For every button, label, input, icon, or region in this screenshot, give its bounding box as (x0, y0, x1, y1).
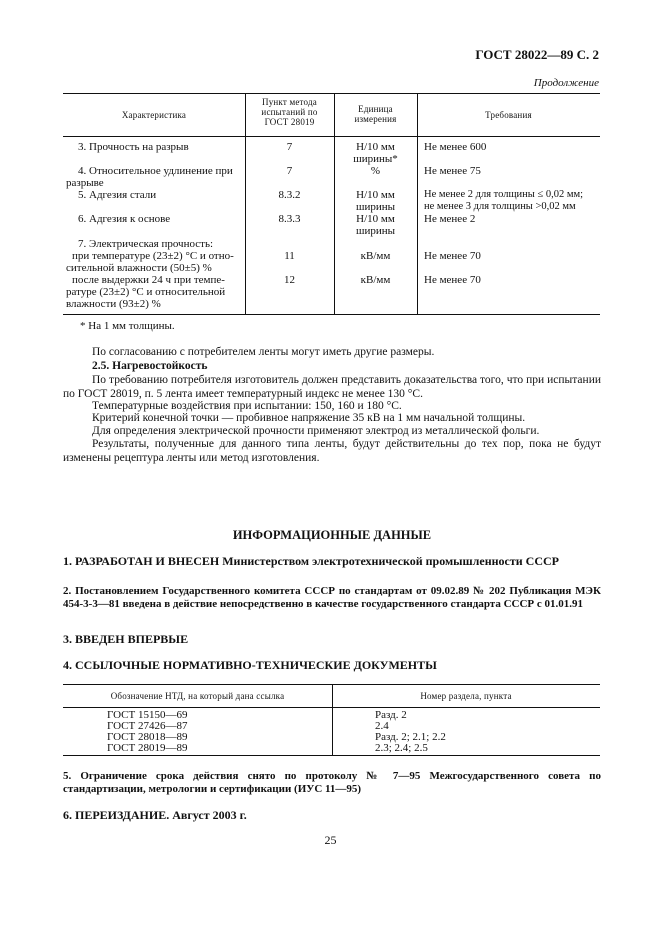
table-cell: Разд. 2; 2.1; 2.2 (375, 731, 446, 743)
table-row: 3. Прочность на разрыв (78, 141, 189, 153)
document-code: ГОСТ 28022—89 С. 2 (475, 47, 599, 62)
table-cell-unit: кВ/мм (360, 250, 391, 262)
ref-table-bottom-rule (63, 755, 600, 756)
info-item-3: 3. ВВЕДЕН ВПЕРВЫЕ (63, 632, 189, 646)
table-row: после выдержки 24 ч при темпе- ратуре (23±2) °С и относительной влажности (93±2) % (66, 274, 226, 310)
table1-top-rule (63, 93, 600, 94)
table-row: ГОСТ 28019—89 (107, 742, 188, 754)
table-cell-unit: Н/10 мм ширины (355, 213, 396, 237)
table-cell-requirement: Не менее 75 (424, 165, 481, 177)
paragraph: По согласованию с потребителем ленты могут иметь другие размеры. (92, 346, 435, 358)
table-cell-unit: Н/10 мм ширины (355, 189, 396, 213)
table-cell-method: 8.3.2 (278, 189, 301, 201)
table-cell-requirement: Не менее 2 (424, 213, 476, 225)
table-row: 4. Относительное удлинение при разрыве (66, 165, 233, 189)
ref-table-docs (107, 710, 187, 754)
table-cell-method: 12 (284, 274, 295, 286)
paragraph: По требованию потребителя изготовитель должен представить доказательства того, что при испытании по ГОСТ 28019, п. 5 лента имеет температурный индекс не менее 130 °С. (63, 374, 601, 400)
section-heading: 2.5. Нагревостойкость (92, 360, 208, 372)
table-row: 7. Электрическая прочность: при температуре (23±2) °С и отно- сительной влажности (50±5) % (66, 238, 234, 274)
info-item-5: 5. Ограничение срока действия снято по протоколу № 7—95 Межгосударственного совета по стандартизации, метрологии и сертификации (ИУС 11—95) (63, 770, 601, 795)
table-cell: 2.3; 2.4; 2.5 (375, 742, 428, 754)
table1-header-requirements: Требования (485, 110, 532, 120)
table1-footnote: * На 1 мм толщины. (80, 320, 175, 332)
table1-bottom-rule (63, 314, 600, 315)
continuation-label: Продолжение (533, 77, 599, 89)
paragraph: Критерий конечной точки — пробивное напряжение 35 кВ на 1 мм начальной толщины. (92, 412, 526, 424)
table-row: ГОСТ 28018—89 (107, 731, 188, 743)
info-item-1: 1. РАЗРАБОТАН И ВНЕСЕН Министерством электротехнической промышленности СССР (63, 554, 560, 568)
table-cell-requirement: Не менее 70 (424, 274, 481, 286)
table-cell: Разд. 2 (375, 709, 407, 721)
ref-table-sections (375, 710, 446, 754)
info-item-2: 2. Постановлением Государственного комитета СССР по стандартам от 09.02.89 № 202 Публикация МЭК 454-3-3—81 введена в действие непосредственно в качестве государственного стандарта СССР с 01.01.91 (63, 585, 601, 610)
table1-header-rule (63, 136, 600, 137)
table-cell-requirement: Не менее 2 для толщины ≤ 0,02 мм; не менее 3 для толщины >0,02 мм (424, 189, 584, 212)
table-cell-requirement: Не менее 70 (424, 250, 481, 262)
table1-col-divider (417, 93, 418, 314)
ref-table-header-section: Номер раздела, пункта (420, 691, 512, 701)
table-row: 6. Адгезия к основе (78, 213, 171, 225)
page-number: 25 (324, 833, 337, 847)
table-cell-unit: % (370, 165, 381, 177)
paragraph: Для определения электрической прочности применяют электрод из металлической фольги. (92, 425, 540, 437)
table-row: 5. Адгезия стали (78, 189, 157, 201)
table-cell-method: 7 (286, 165, 293, 177)
paragraph: Результаты, полученные для данного типа ленты, будут действительны до тех пор, пока не будут изменены рецептура ленты или метод изготовления. (63, 438, 601, 464)
info-item-6: 6. ПЕРЕИЗДАНИЕ. Август 2003 г. (63, 808, 247, 822)
ref-table-header-doc: Обозначение НТД, на который дана ссылка (110, 691, 285, 701)
table-row: ГОСТ 27426—87 (107, 720, 188, 732)
table-cell-method: 11 (284, 250, 295, 262)
paragraph: Температурные воздействия при испытании: 150, 160 и 180 °С. (92, 400, 402, 412)
info-title: ИНФОРМАЦИОННЫЕ ДАННЫЕ (232, 528, 432, 542)
table-cell-method: 7 (286, 141, 293, 153)
info-item-4: 4. ССЫЛОЧНЫЕ НОРМАТИВНО-ТЕХНИЧЕСКИЕ ДОКУМЕНТЫ (63, 658, 437, 672)
table1-header-characteristic: Характеристика (121, 110, 187, 120)
table1-header-method: Пункт метода испытаний по ГОСТ 28019 (261, 97, 318, 127)
table-cell-method: 8.3.3 (278, 213, 301, 225)
table-cell: 2.4 (375, 720, 389, 732)
table-cell-unit: Н/10 мм ширины* (353, 141, 398, 165)
table-row: ГОСТ 15150—69 (107, 709, 188, 721)
table1-header-unit: Единица измерения (354, 104, 397, 124)
table-cell-unit: кВ/мм (360, 274, 391, 286)
table-cell-requirement: Не менее 600 (424, 141, 487, 153)
